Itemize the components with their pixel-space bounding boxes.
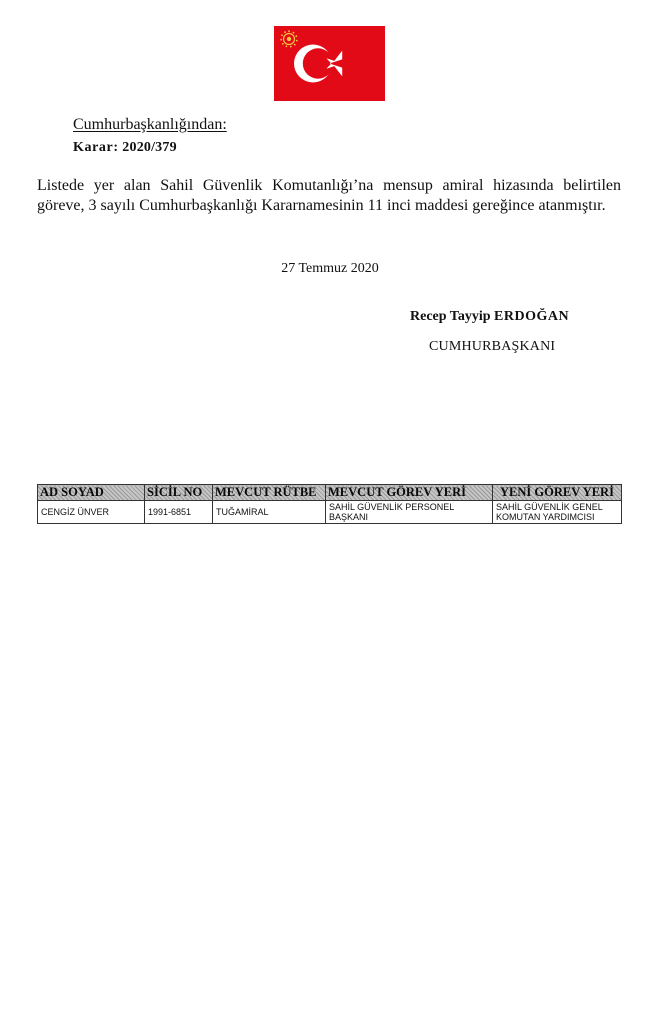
signer-given-names: Recep Tayyip	[410, 309, 491, 324]
turkish-flag-icon	[274, 26, 385, 101]
decree-date	[0, 261, 660, 277]
decision-line	[73, 140, 177, 156]
decision-number: 2020/379	[122, 140, 177, 155]
header-current-post: MEVCUT GÖREV YERİ	[326, 485, 493, 501]
decision-label: Karar:	[73, 140, 119, 155]
signer-surname: ERDOĞAN	[494, 309, 570, 324]
appointment-table	[37, 484, 622, 524]
cell-current-rank: TUĞAMİRAL	[213, 501, 326, 524]
cell-new-post: SAHİL GÜVENLİK GENEL KOMUTAN YARDIMCISI	[493, 501, 622, 524]
decree-body-text: Listede yer alan Sahil Güvenlik Komutanlığı’na mensup amiral hizasında belirtilen göreve, 3 sayılı Cumhurbaşkanlığı Kararnamesinin 11 inci maddesi gereğince atanmıştır.	[37, 177, 621, 214]
table-header-row	[38, 485, 622, 501]
cell-name: CENGİZ ÜNVER	[38, 501, 145, 524]
header-name: AD SOYAD	[38, 485, 145, 501]
cell-registry-no: 1991-6851	[145, 501, 213, 524]
header-current-rank: MEVCUT RÜTBE	[213, 485, 326, 501]
signer-title: CUMHURBAŞKANI	[429, 339, 556, 354]
flag-crescent-inner	[303, 48, 333, 78]
signer-name	[410, 309, 569, 325]
decree-date-text: 27 Temmuz 2020	[281, 261, 379, 276]
table-row	[38, 501, 622, 524]
cell-current-post: SAHİL GÜVENLİK PERSONEL BAŞKANI	[326, 501, 493, 524]
header-new-post: YENİ GÖREV YERİ	[493, 485, 622, 501]
header-registry-no: SİCİL NO	[145, 485, 213, 501]
issuer-heading: Cumhurbaşkanlığından:	[73, 116, 227, 133]
